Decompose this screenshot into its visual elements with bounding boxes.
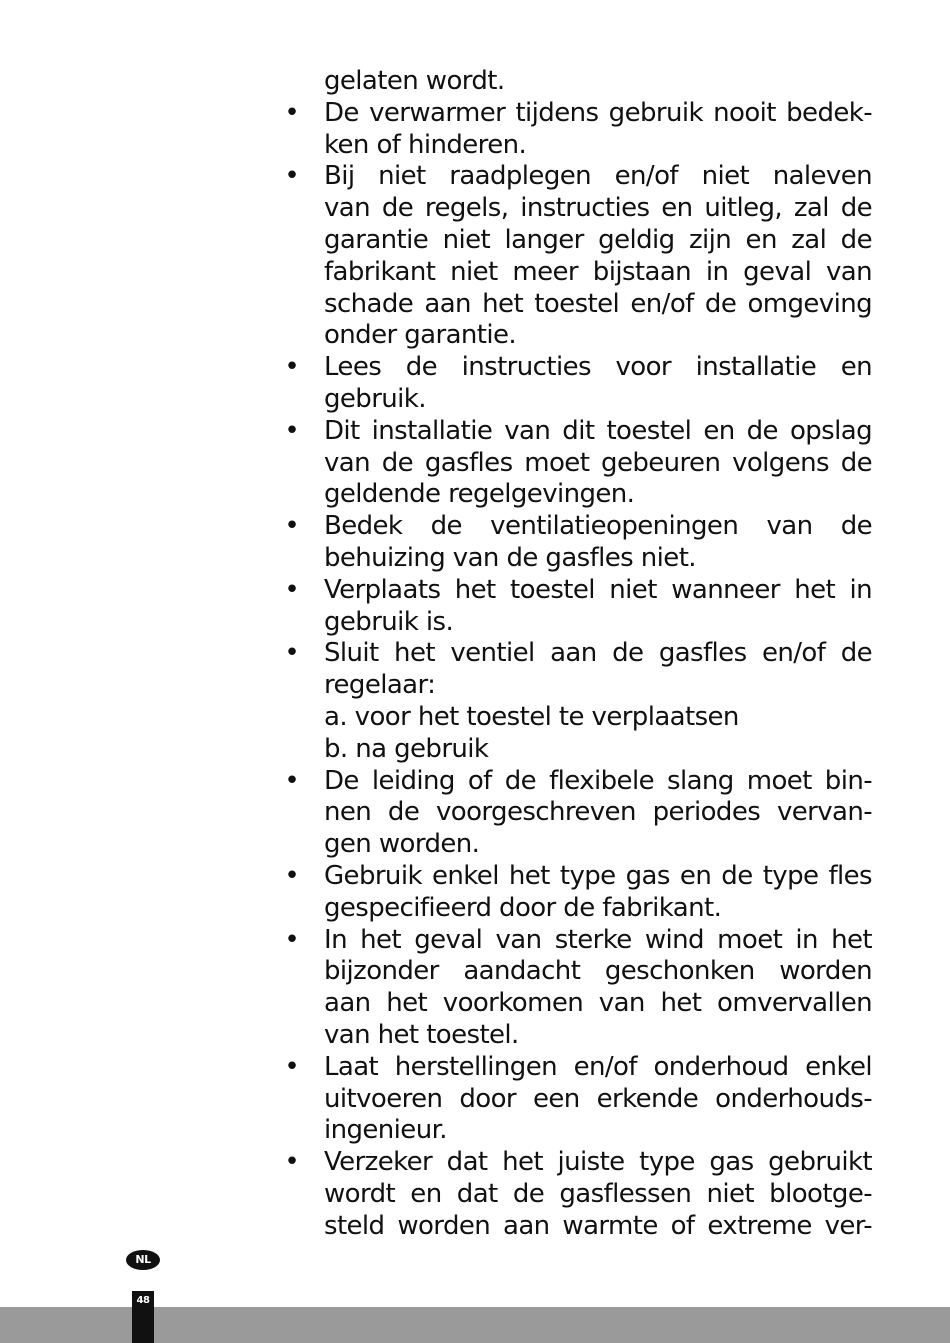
list-item-line: onder garantie. bbox=[324, 320, 517, 351]
list-item-line: Verzeker dat het juiste type gas gebruikt bbox=[324, 1147, 872, 1178]
list-item-line: gebruik. bbox=[324, 383, 426, 414]
list-item bbox=[282, 925, 872, 1052]
list-item bbox=[282, 511, 872, 575]
list-item-line: ken of hinderen. bbox=[324, 129, 527, 160]
list-item bbox=[282, 98, 872, 162]
list-item-line: van het toestel. bbox=[324, 1019, 519, 1050]
bullet-icon: • bbox=[284, 97, 300, 128]
list-item-line: schade aan het toestel en/of de omgeving bbox=[324, 288, 872, 319]
list-item-line: wordt en dat de gasflessen niet blootge- bbox=[324, 1178, 872, 1209]
list-item-line: Laat herstellingen en/of onderhoud enkel bbox=[324, 1051, 872, 1082]
list-item-line: geldende regelgevingen. bbox=[324, 479, 635, 510]
list-item bbox=[282, 861, 872, 925]
list-item-line: fabrikant niet meer bijstaan in geval van bbox=[324, 256, 872, 287]
list-item-line: b. na gebruik bbox=[324, 733, 489, 764]
list-item-line: Bij niet raadplegen en/of niet naleven bbox=[324, 161, 872, 192]
list-item bbox=[282, 66, 872, 98]
bullet-icon: • bbox=[284, 511, 300, 542]
list-item-line: nen de voorgeschreven periodes vervan- bbox=[324, 797, 872, 828]
list-item-line: steld worden aan warmte of extreme ver- bbox=[324, 1210, 872, 1241]
list-item bbox=[282, 1052, 872, 1147]
list-item bbox=[282, 575, 872, 639]
list-item-line: bijzonder aandacht geschonken worden bbox=[324, 956, 872, 987]
bullet-icon: • bbox=[284, 415, 300, 446]
page-number: 48 bbox=[136, 1295, 150, 1306]
list-item-line: gen worden. bbox=[324, 829, 480, 860]
list-item bbox=[282, 352, 872, 416]
bullet-icon: • bbox=[284, 924, 300, 955]
list-item-line: gebruik is. bbox=[324, 606, 454, 637]
list-item-line: uitvoeren door een erkende onderhouds- bbox=[324, 1083, 872, 1114]
list-item-line: Sluit het ventiel aan de gasfles en/of de bbox=[324, 638, 872, 669]
list-item-line: De leiding of de flexibele slang moet bin- bbox=[324, 765, 872, 796]
list-item-line: garantie niet langer geldig zijn en zal de bbox=[324, 224, 872, 255]
list-item-line: Lees de instructies voor installatie en bbox=[324, 352, 872, 383]
list-item-line: De verwarmer tijdens gebruik nooit bedek- bbox=[324, 97, 872, 128]
list-item-line: ingenieur. bbox=[324, 1115, 447, 1146]
bullet-icon: • bbox=[284, 1147, 300, 1178]
list-item-line: Gebruik enkel het type gas en de type fles bbox=[324, 860, 872, 891]
list-item-line: regelaar: bbox=[324, 670, 436, 701]
bullet-icon: • bbox=[284, 161, 300, 192]
list-item-line: aan het voorkomen van het omvervallen bbox=[324, 988, 872, 1019]
page-number-tab bbox=[132, 1291, 154, 1343]
bullet-icon: • bbox=[284, 638, 300, 669]
list-item-line: van de regels, instructies en uitleg, zal de bbox=[324, 193, 872, 224]
instruction-list bbox=[282, 66, 872, 1242]
bullet-icon: • bbox=[284, 1051, 300, 1082]
list-item-line: van de gasfles moet gebeuren volgens de bbox=[324, 447, 872, 478]
list-item-line: a. voor het toestel te verplaatsen bbox=[324, 701, 739, 732]
list-item-line: gespecifieerd door de fabrikant. bbox=[324, 892, 722, 923]
list-item-line: Dit installatie van dit toestel en de opslag bbox=[324, 415, 872, 446]
bullet-icon: • bbox=[284, 765, 300, 796]
list-item-line: Bedek de ventilatieopeningen van de bbox=[324, 511, 872, 542]
list-item bbox=[282, 416, 872, 511]
list-item-line: behuizing van de gasfles niet. bbox=[324, 542, 696, 573]
list-item-line: gelaten wordt. bbox=[324, 66, 505, 96]
bullet-icon: • bbox=[284, 860, 300, 891]
list-item-line: Verplaats het toestel niet wanneer het in bbox=[324, 574, 872, 605]
list-item bbox=[282, 1147, 872, 1242]
list-item bbox=[282, 766, 872, 861]
list-item-line: In het geval van sterke wind moet in het bbox=[324, 924, 872, 955]
bullet-icon: • bbox=[284, 352, 300, 383]
bullet-icon: • bbox=[284, 574, 300, 605]
language-badge: NL bbox=[126, 1250, 160, 1270]
list-item bbox=[282, 638, 872, 765]
list-item bbox=[282, 161, 872, 352]
